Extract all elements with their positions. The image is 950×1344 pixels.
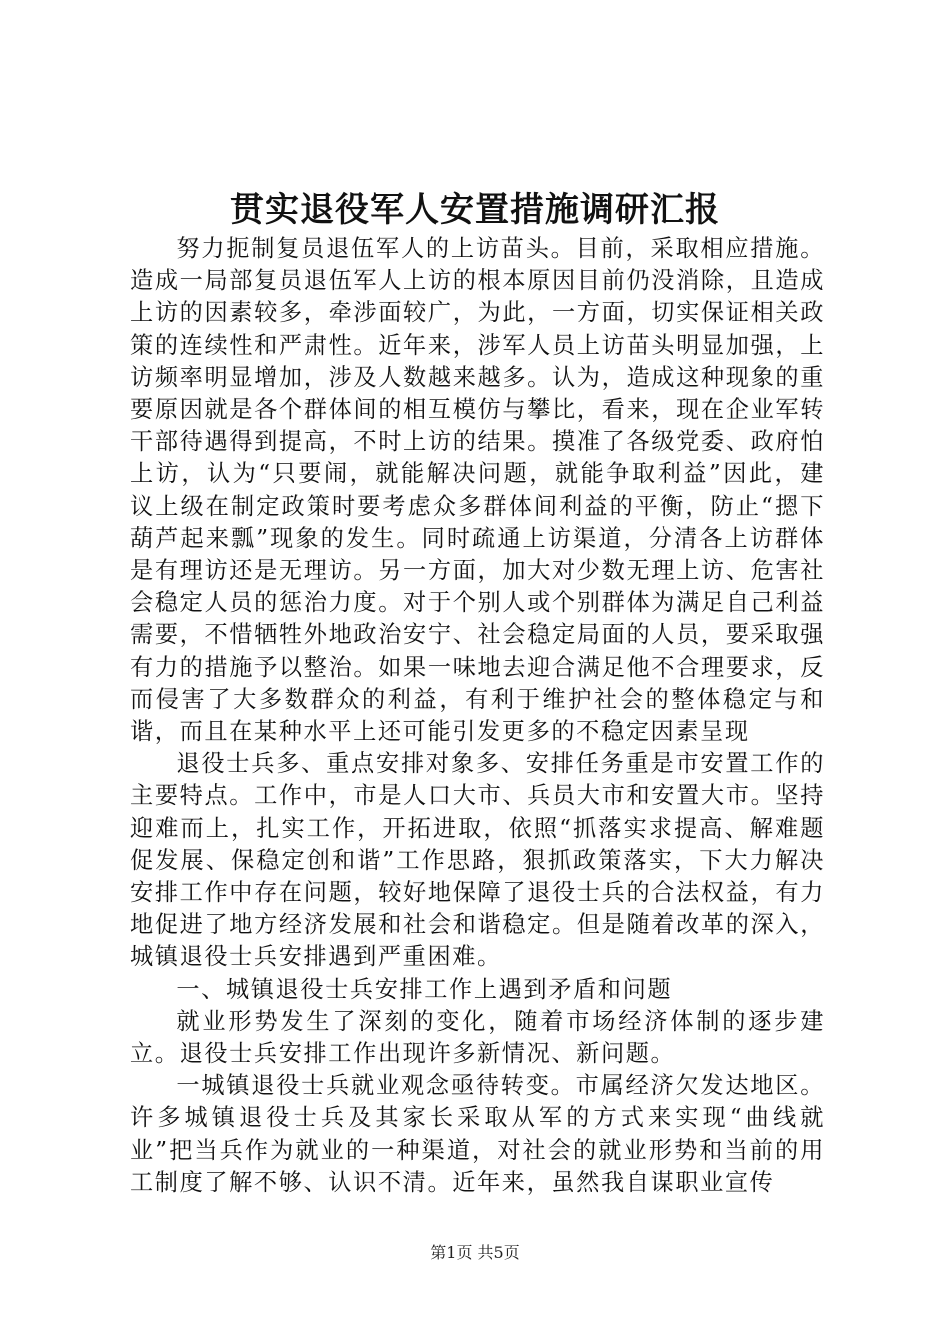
document-title: 贯实退役军人安置措施调研汇报 — [230, 190, 720, 230]
document-body — [130, 233, 825, 1199]
page-number-footer: 第1页 共5页 — [430, 1243, 520, 1262]
paragraph: 努力扼制复员退伍军人的上访苗头。目前，采取相应措施。造成一局部复员退伍军人上访的根本原因目前仍没消除，且造成上访的因素较多，牵涉面较广，为此，一方面，切实保证相关政策的连续性和严肃性。近年来，涉军人员上访苗头明显加强，上访频率明显增加，涉及人数越来越多。认为，造成这种现象的重要原因就是各个群体间的相互模仿与攀比，看来，现在企业军转干部待遇得到提高，不时上访的结果。摸准了各级党委、政府怕上访，认为“只要闹，就能解决问题，就能争取利益”因此，建议上级在制定政策时要考虑众多群体间利益的平衡，防止“摁下葫芦起来瓢”现象的发生。同时疏通上访渠道，分清各上访群体是有理访还是无理访。另一方面，加大对少数无理上访、危害社会稳定人员的惩治力度。对于个别人或个别群体为满足自己利益需要，不惜牺牲外地政治安宁、社会稳定局面的人员，要采取强有力的措施予以整治。如果一味地去迎合满足他不合理要求，反而侵害了大多数群众的利益，有利于维护社会的整体稳定与和谐，而且在某种水平上还可能引发更多的不稳定因素呈现 — [130, 235, 825, 746]
paragraph: 一城镇退役士兵就业观念亟待转变。市属经济欠发达地区。许多城镇退役士兵及其家长采取从军的方式来实现“曲线就业”把当兵作为就业的一种渠道，对社会的就业形势和当前的用工制度了解不够、认识不清。近年来，虽然我自谋职业宣传 — [130, 1072, 825, 1196]
paragraph: 就业形势发生了深刻的变化，随着市场经济体制的逐步建立。退役士兵安排工作出现许多新情况、新问题。 — [130, 1007, 825, 1068]
paragraph: 退役士兵多、重点安排对象多、安排任务重是市安置工作的主要特点。工作中，市是人口大市、兵员大市和安置大市。坚持迎难而上，扎实工作，开拓进取，依照“抓落实求提高、解难题促发展、保稳定创和谐”工作思路，狠抓政策落实，下大力解决安排工作中存在问题，较好地保障了退役士兵的合法权益，有力地促进了地方经济发展和社会和谐稳定。但是随着改革的深入，城镇退役士兵安排遇到严重困难。 — [130, 750, 825, 971]
section-heading: 一、城镇退役士兵安排工作上遇到矛盾和问题 — [176, 975, 673, 1003]
